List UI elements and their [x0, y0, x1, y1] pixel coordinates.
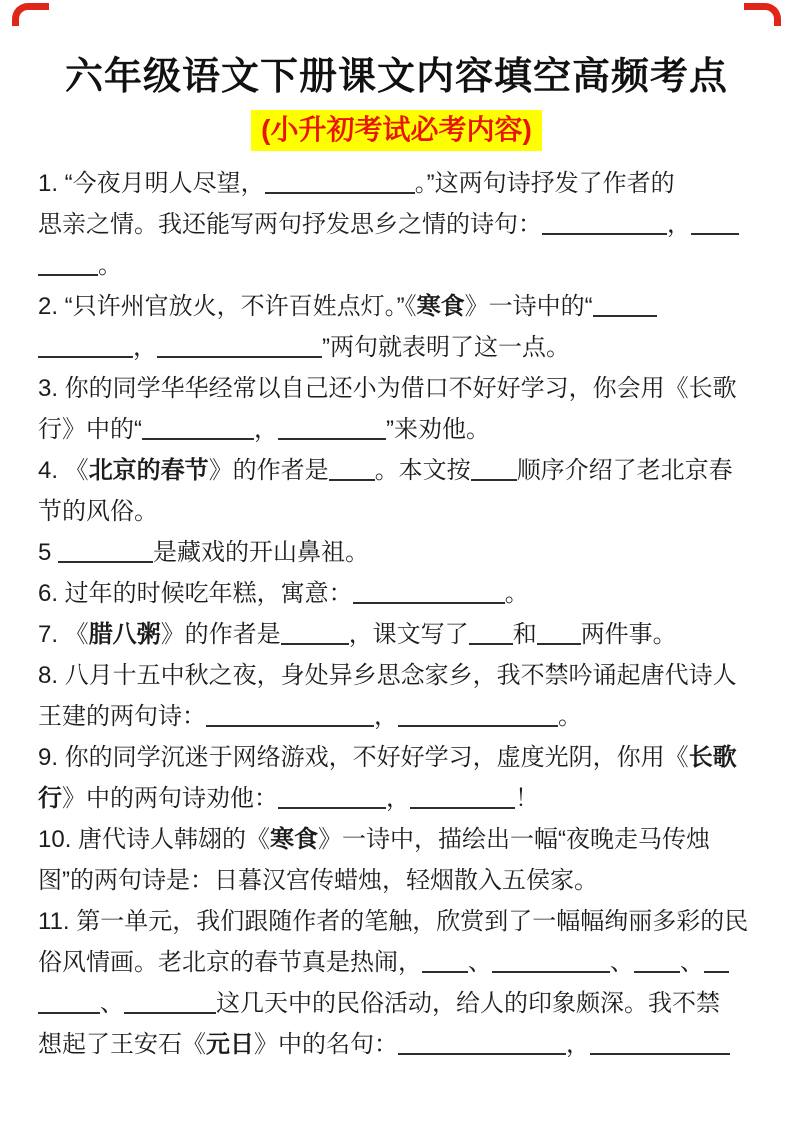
fill-in-blank — [281, 621, 349, 645]
fill-in-blank — [410, 785, 515, 809]
fill-in-blank — [278, 785, 386, 809]
question-text: ， — [254, 416, 278, 443]
question-text: 11. 第一单元，我们跟随作者的笔触，欣赏到了一幅幅绚丽多彩的民 — [38, 908, 749, 935]
question-line — [38, 1024, 763, 1065]
fill-in-blank — [38, 252, 98, 276]
question-text: 节的风俗。 — [38, 498, 158, 525]
question-text: 2. “只许州官放火，不许百姓点灯。”《 — [38, 293, 417, 320]
question-line — [38, 532, 763, 573]
page-subtitle-highlighted: (小升初考试必考内容) — [251, 110, 542, 151]
question-text: 》的作者是 — [208, 457, 329, 484]
fill-in-blank — [124, 990, 216, 1014]
question-text: ， — [374, 703, 398, 730]
page-title: 六年级语文下册课文内容填空高频考点 — [64, 56, 728, 98]
question-text: 》中的名句： — [254, 1031, 398, 1058]
question-text: 。本文按 — [374, 457, 471, 484]
fill-in-blank — [469, 621, 513, 645]
question-text: ， — [667, 211, 691, 238]
question-text: 这几天中的民俗活动，给人的印象颇深。我不禁 — [216, 990, 720, 1017]
question-text: 、 — [610, 949, 634, 976]
question-text: 》中的两句诗劝他： — [62, 785, 278, 812]
question-line — [38, 655, 763, 696]
question-text: ， — [386, 785, 410, 812]
question-text: ， — [133, 334, 157, 361]
question-line — [38, 491, 763, 532]
question-text: ”来劝他。 — [386, 416, 490, 443]
question-line — [38, 901, 763, 942]
question-text: 图”的两句诗是：日暮汉宫传蜡烛，轻烟散入五侯家。 — [38, 867, 598, 894]
question-text: 是藏戏的开山鼻祖。 — [153, 539, 370, 566]
fill-in-blank — [206, 703, 374, 727]
question-text: 8. 八月十五中秋之夜，身处异乡思念家乡，我不禁吟诵起唐代诗人 — [38, 662, 737, 689]
question-line — [38, 450, 763, 491]
fill-in-blank — [704, 949, 729, 973]
fill-in-blank — [691, 211, 739, 235]
question-text: 顺序介绍了老北京春 — [516, 457, 733, 484]
fill-in-blank — [278, 416, 386, 440]
question-line — [38, 327, 763, 368]
question-text: ！ — [515, 785, 539, 812]
question-text: 俗风情画。老北京的春节真是热闹， — [38, 949, 422, 976]
question-line — [38, 778, 763, 819]
question-text: ”两句就表明了这一点。 — [322, 334, 570, 361]
question-text: 行》中的“ — [38, 416, 142, 443]
question-text: 、 — [468, 949, 492, 976]
question-text: 和 — [512, 621, 537, 648]
question-text: 。”这两句诗抒发了作者的 — [414, 170, 675, 197]
question-line — [38, 983, 763, 1024]
fill-in-blank — [634, 949, 680, 973]
question-text: 。 — [98, 252, 122, 279]
book-title-bold: 长歌 — [688, 744, 737, 771]
book-title-bold: 寒食 — [270, 826, 319, 853]
fill-in-blank — [492, 949, 610, 973]
question-text: 》一诗中的“ — [464, 293, 593, 320]
question-line — [38, 245, 763, 286]
fill-in-blank — [38, 334, 133, 358]
fill-in-blank — [398, 703, 558, 727]
question-line — [38, 860, 763, 901]
question-text: 5 — [38, 539, 59, 566]
book-title-bold: 元日 — [206, 1031, 254, 1058]
fill-in-blank — [542, 211, 667, 235]
question-text: ， — [566, 1031, 590, 1058]
subtitle-row — [0, 110, 793, 151]
question-line — [38, 696, 763, 737]
question-text: 3. 你的同学华华经常以自己还小为借口不好好学习，你会用《长歌 — [38, 375, 737, 402]
question-line — [38, 819, 763, 860]
book-title-bold: 寒食 — [416, 293, 465, 320]
question-line — [38, 614, 763, 655]
red-corner-mark-right — [744, 3, 781, 26]
fill-in-blank — [590, 1031, 730, 1055]
question-text: 想起了王安石《 — [38, 1031, 206, 1058]
question-line — [38, 942, 763, 983]
question-text: 两件事。 — [580, 621, 677, 648]
question-line — [38, 368, 763, 409]
fill-in-blank — [537, 621, 581, 645]
red-corner-mark-left — [12, 3, 49, 26]
question-line — [38, 163, 763, 204]
fill-in-blank — [265, 170, 415, 194]
question-line — [38, 573, 763, 614]
question-text: 7. 《 — [38, 621, 89, 648]
question-text: 4. 《 — [38, 457, 89, 484]
question-text: 》一诗中，描绘出一幅“夜晚走马传烛 — [318, 826, 711, 853]
question-line — [38, 409, 763, 450]
question-text: 》的作者是 — [160, 621, 281, 648]
fill-in-blank — [142, 416, 254, 440]
question-text: 、 — [100, 990, 124, 1017]
question-line — [38, 737, 763, 778]
book-title-bold: 北京的春节 — [88, 457, 209, 484]
fill-in-blank — [58, 539, 153, 563]
fill-in-blank — [398, 1031, 566, 1055]
fill-in-blank — [593, 293, 657, 317]
question-text: 10. 唐代诗人韩翃的《 — [38, 826, 271, 853]
question-text: ，课文写了 — [348, 621, 469, 648]
question-text: 6. 过年的时候吃年糕，寓意： — [38, 580, 353, 607]
question-line — [38, 204, 763, 245]
question-text: 。 — [504, 580, 529, 607]
fill-in-blank — [329, 457, 375, 481]
fill-in-blank — [157, 334, 322, 358]
question-text: 。 — [558, 703, 582, 730]
fill-in-blank — [422, 949, 468, 973]
question-text: 思亲之情。我还能写两句抒发思乡之情的诗句： — [38, 211, 542, 238]
question-text: 9. 你的同学沉迷于网络游戏，不好好学习，虚度光阴，你用《 — [38, 744, 689, 771]
question-line — [38, 286, 763, 327]
worksheet-body — [0, 163, 793, 1065]
fill-in-blank — [471, 457, 517, 481]
book-title-bold: 腊八粥 — [88, 621, 161, 648]
fill-in-blank — [353, 580, 505, 604]
question-text: 、 — [680, 949, 704, 976]
book-title-bold: 行 — [38, 785, 62, 812]
fill-in-blank — [38, 990, 100, 1014]
question-text: 王建的两句诗： — [38, 703, 206, 730]
question-text: 1. “今夜月明人尽望， — [38, 170, 265, 197]
